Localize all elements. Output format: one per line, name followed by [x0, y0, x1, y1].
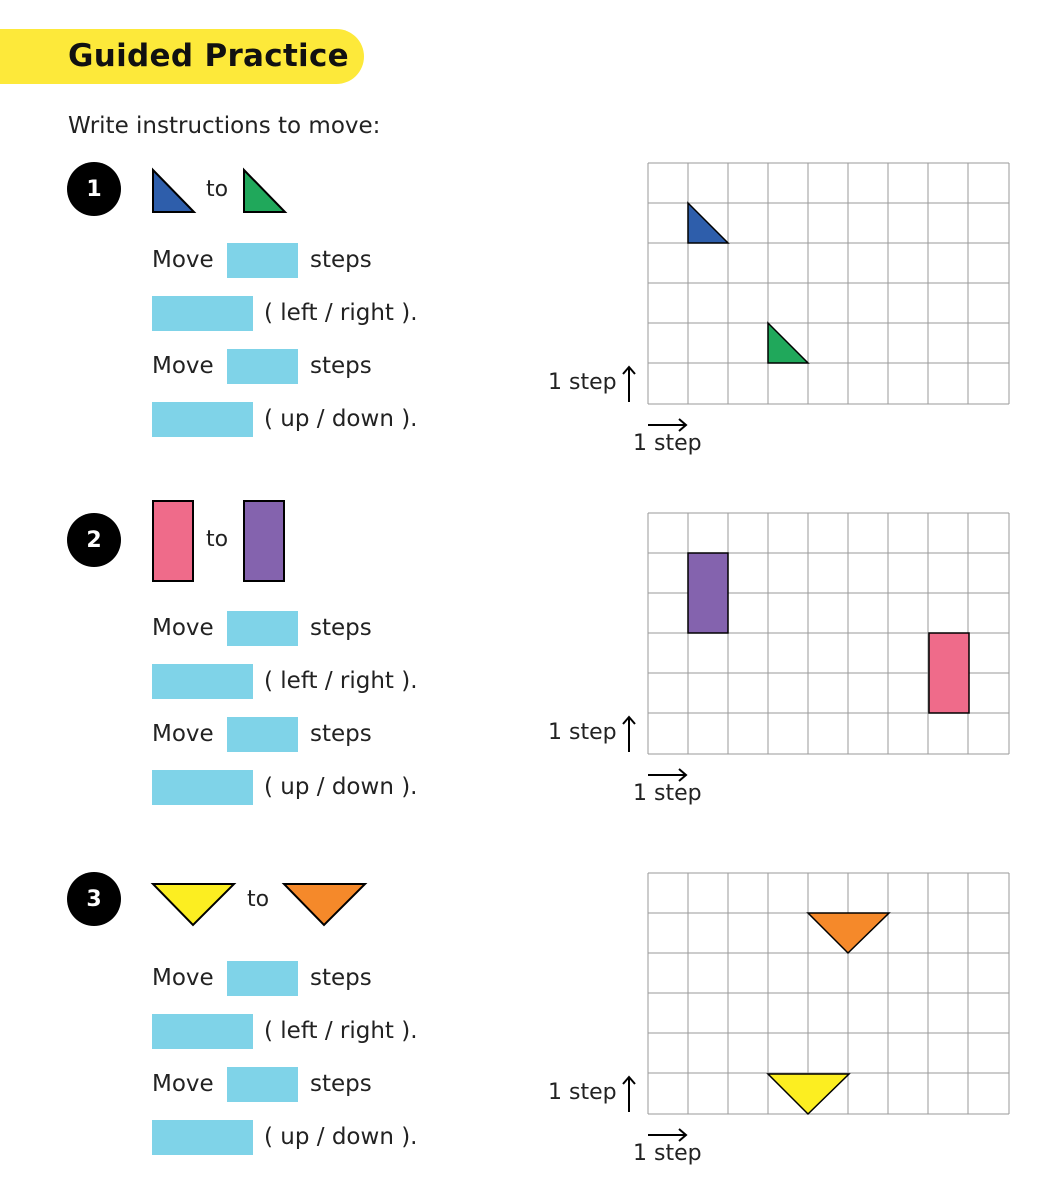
- yellow-triangle-on-grid: [768, 1074, 849, 1114]
- answer-input-direction-horizontal-1[interactable]: [152, 296, 253, 331]
- vertical-step-label: 1 step: [548, 1080, 617, 1105]
- up-down-label: ( up / down ).: [264, 774, 418, 800]
- to-label: to: [206, 177, 229, 202]
- steps-label: steps: [310, 721, 372, 747]
- steps-label: steps: [310, 965, 372, 991]
- to-label: to: [247, 887, 270, 912]
- to-label: to: [206, 527, 229, 552]
- blue-triangle-icon: [152, 169, 196, 213]
- horizontal-step-label: 1 step: [633, 781, 702, 806]
- move-label: Move: [152, 353, 214, 379]
- answer-input-direction-vertical-2[interactable]: [152, 770, 253, 805]
- question-number-2: 2: [67, 513, 121, 567]
- grid-2: [648, 513, 1010, 755]
- answer-input-direction-vertical-1[interactable]: [152, 402, 253, 437]
- green-triangle-on-grid: [768, 323, 808, 363]
- grid-3: [648, 873, 1010, 1115]
- answer-input-direction-horizontal-3[interactable]: [152, 1014, 253, 1049]
- steps-label: steps: [310, 353, 372, 379]
- up-arrow-icon: [622, 364, 636, 404]
- answer-input-steps-vertical-2[interactable]: [227, 717, 298, 752]
- question-number-1: 1: [67, 162, 121, 216]
- answer-input-steps-vertical-3[interactable]: [227, 1067, 298, 1102]
- answer-input-steps-vertical-1[interactable]: [227, 349, 298, 384]
- green-triangle-icon: [243, 169, 287, 213]
- orange-triangle-icon: [283, 883, 367, 927]
- move-label: Move: [152, 615, 214, 641]
- answer-input-steps-horizontal-2[interactable]: [227, 611, 298, 646]
- left-right-label: ( left / right ).: [264, 300, 418, 326]
- vertical-step-label: 1 step: [548, 720, 617, 745]
- right-arrow-icon: [646, 768, 690, 782]
- move-label: Move: [152, 247, 214, 273]
- answer-input-direction-horizontal-2[interactable]: [152, 664, 253, 699]
- left-right-label: ( left / right ).: [264, 668, 418, 694]
- purple-rectangle-icon: [243, 500, 285, 582]
- question-number-3: 3: [67, 872, 121, 926]
- grid-1: [648, 163, 1010, 405]
- page-title: Guided Practice: [68, 38, 349, 74]
- answer-input-direction-vertical-3[interactable]: [152, 1120, 253, 1155]
- vertical-step-label: 1 step: [548, 370, 617, 395]
- horizontal-step-label: 1 step: [633, 1141, 702, 1166]
- pink-rectangle-icon: [152, 500, 194, 582]
- yellow-triangle-icon: [152, 883, 236, 927]
- up-down-label: ( up / down ).: [264, 1124, 418, 1150]
- up-down-label: ( up / down ).: [264, 406, 418, 432]
- horizontal-step-label: 1 step: [633, 431, 702, 456]
- purple-rectangle-on-grid: [688, 553, 728, 633]
- instruction-text: Write instructions to move:: [68, 113, 381, 139]
- orange-triangle-on-grid: [808, 913, 889, 953]
- right-arrow-icon: [646, 418, 690, 432]
- steps-label: steps: [310, 615, 372, 641]
- move-label: Move: [152, 721, 214, 747]
- blue-triangle-on-grid: [688, 203, 728, 243]
- answer-input-steps-horizontal-1[interactable]: [227, 243, 298, 278]
- move-label: Move: [152, 1071, 214, 1097]
- up-arrow-icon: [622, 714, 636, 754]
- right-arrow-icon: [646, 1128, 690, 1142]
- steps-label: steps: [310, 247, 372, 273]
- left-right-label: ( left / right ).: [264, 1018, 418, 1044]
- pink-rectangle-on-grid: [929, 633, 969, 713]
- steps-label: steps: [310, 1071, 372, 1097]
- up-arrow-icon: [622, 1074, 636, 1114]
- move-label: Move: [152, 965, 214, 991]
- answer-input-steps-horizontal-3[interactable]: [227, 961, 298, 996]
